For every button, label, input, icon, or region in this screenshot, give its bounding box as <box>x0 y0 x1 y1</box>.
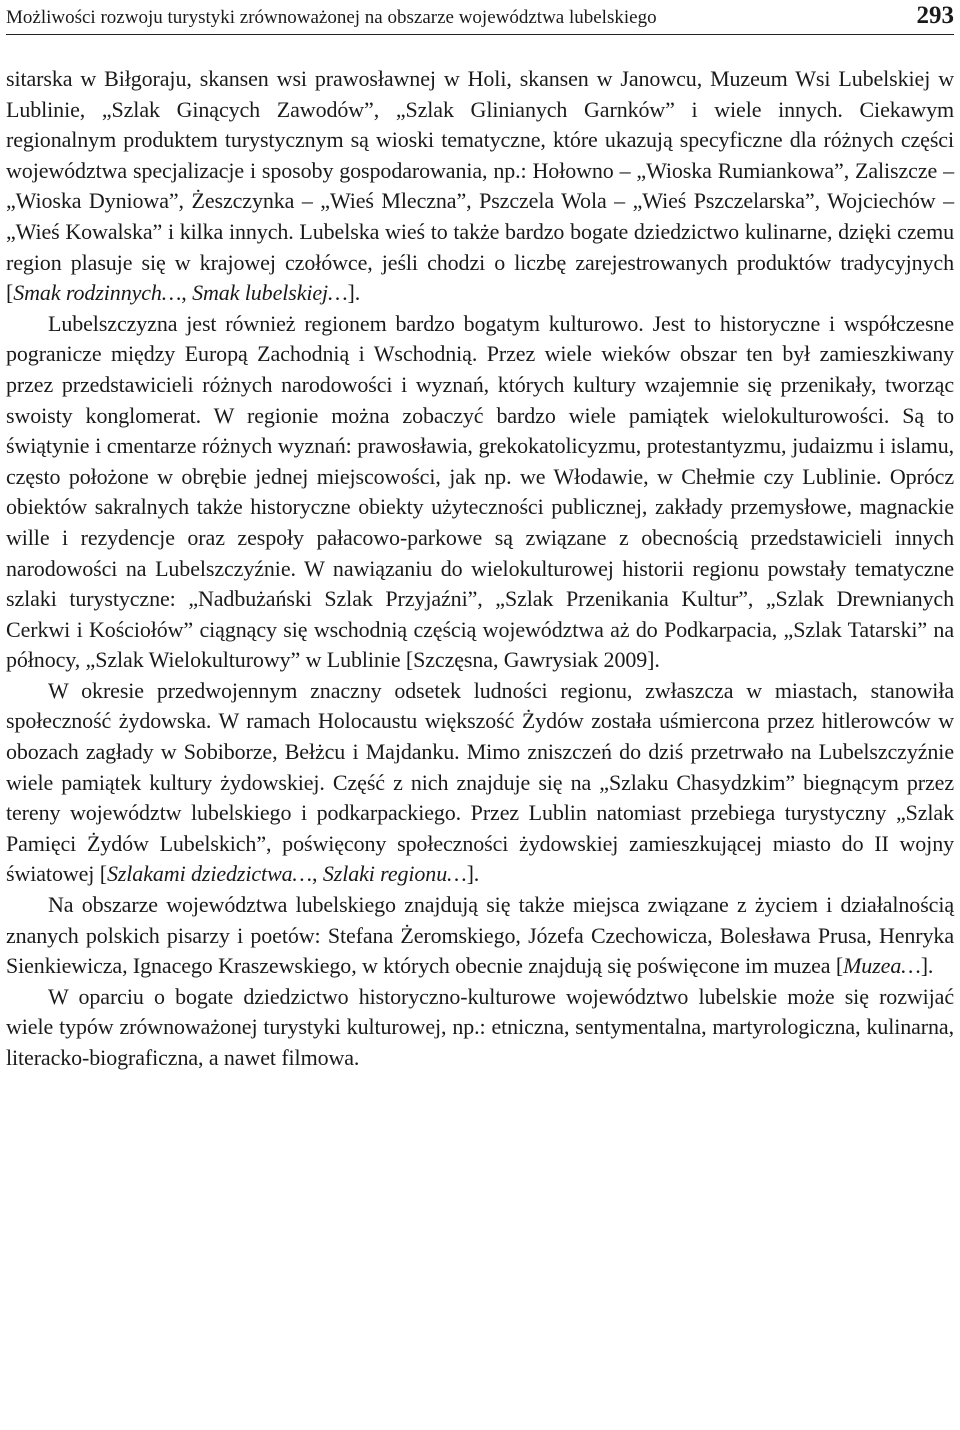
body-text <box>6 64 954 1074</box>
text-run: sitarska w Biłgoraju, skansen wsi prawosławnej w Holi, skansen w Janowcu, Muzeum Wsi Lubelskiej w Lublinie, „Szlak Ginących Zawodów”, „Szlak Glinianych Garnków” i wiele innych. Ciekawym regionalnym produktem turystycznym są wioski tematyczne, które ukazują specyficzne dla różnych części województwa specjalizacje i sposoby gospodarowania, np.: Hołowno – „Wioska Rumiankowa”, Zaliszcze – „Wioska Dyniowa”, Żeszczynka – „Wieś Mleczna”, Pszczela Wola – „Wieś Pszczelarska”, Wojciechów – „Wieś Kowalska” i kilka innych. Lubelska wieś to także bardzo bogate dziedzictwo kulinarne, dzięki czemu region plasuje się w krajowej czołówce, jeśli chodzi o liczbę zarejestrowanych produktów tradycyjnych [ <box>6 66 954 306</box>
paragraph <box>6 982 954 1074</box>
text-run: ]. <box>466 861 480 887</box>
text-run: W oparciu o bogate dziedzictwo historyczno-kulturowe województwo lubelskie może się rozwijać wiele typów zrównoważonej turystyki kulturowej, np.: etniczna, sentymentalna, martyrologiczna, kulinarna, literacko-biograficzna, a nawet filmowa. <box>6 983 954 1070</box>
paragraph <box>6 309 954 676</box>
text-run: , <box>312 861 323 887</box>
paragraph <box>6 890 954 982</box>
citation-italic: Szlakami dziedzictwa… <box>106 861 313 887</box>
paragraph <box>6 676 954 890</box>
text-run: ]. <box>347 280 361 306</box>
text-run: ]. <box>920 953 934 979</box>
running-title: Możliwości rozwoju turystyki zrównoważonej na obszarze województwa lubelskiego <box>6 7 657 28</box>
running-header <box>6 4 954 35</box>
citation-italic: Smak lubelskiej… <box>192 280 348 306</box>
text-run: , <box>181 280 193 306</box>
text-run: W okresie przedwojennym znaczny odsetek ludności regionu, zwłaszcza w miastach, stanowiła społeczność żydowska. W ramach Holocaustu większość Żydów została uśmiercona przez hitlerowców w obozach zagłady w Sobiborze, Bełżcu i Majdanku. Mimo zniszczeń do dziś przetrwało na Lubelszczyźnie wiele pamiątek kultury żydowskiej. Część z nich znajduje się na „Szlaku Chasydzkim” biegnącym przez tereny województw lubelskiego i podkarpackiego. Przez Lublin natomiast przebiega turystyczny „Szlak Pamięci Żydów Lubelskich”, poświęcony społeczności żydowskiej zamieszkującej miasto do II wojny światowej [ <box>6 677 954 887</box>
text-run: Na obszarze województwa lubelskiego znajdują się także miejsca związane z życiem i działalnością znanych polskich pisarzy i poetów: Stefana Żeromskiego, Józefa Czechowicza, Bolesława Prusa, Henryka Sienkiewicza, Ignacego Kraszewskiego, w których obecnie znajdują się poświęcone im muzea [ <box>6 892 954 979</box>
paragraph <box>6 64 954 309</box>
document-page <box>6 0 954 1430</box>
citation-italic: Muzea… <box>843 953 921 979</box>
page-number: 293 <box>916 2 954 29</box>
text-run: Lubelszczyzna jest również regionem bardzo bogatym kulturowo. Jest to historyczne i współczesne pogranicze między Europą Zachodnią i Wschodnią. Przez wiele wieków obszar ten był zamieszkiwany przez przedstawicieli różnych narodowości i wyznań, których kultury wzajemnie się przenikały, tworząc swoisty konglomerat. W regionie można zobaczyć bardzo wiele pamiątek wielokulturowości. Są to świątynie i cmentarze różnych wyznań: prawosławia, grekokatolicyzmu, protestantyzmu, judaizmu i islamu, często położone w obrębie jednej miejscowości, jak np. we Włodawie, w Chełmie czy Lublinie. Oprócz obiektów sakralnych także historyczne obiekty użyteczności publicznej, zakłady przemysłowe, magnackie wille i rezydencje oraz zespoły pałacowo-parkowe są związane z obecnością przedstawicieli innych narodowości na Lubelszczyźnie. W nawiązaniu do wielokulturowej historii regionu powstały tematyczne szlaki turystyczne: „Nadbużański Szlak Przyjaźni”, „Szlak Przenikania Kultur”, „Szlak Drewnianych Cerkwi i Kościołów” ciągnący się wschodnią częścią województwa aż do Podkarpacia, „Szlak Tatarski” na północy, „Szlak Wielokulturowy” w Lublinie [Szczęsna, Gawrysiak 2009]. <box>6 310 954 673</box>
citation-italic: Szlaki regionu… <box>322 861 467 887</box>
citation-italic: Smak rodzinnych… <box>13 280 182 306</box>
